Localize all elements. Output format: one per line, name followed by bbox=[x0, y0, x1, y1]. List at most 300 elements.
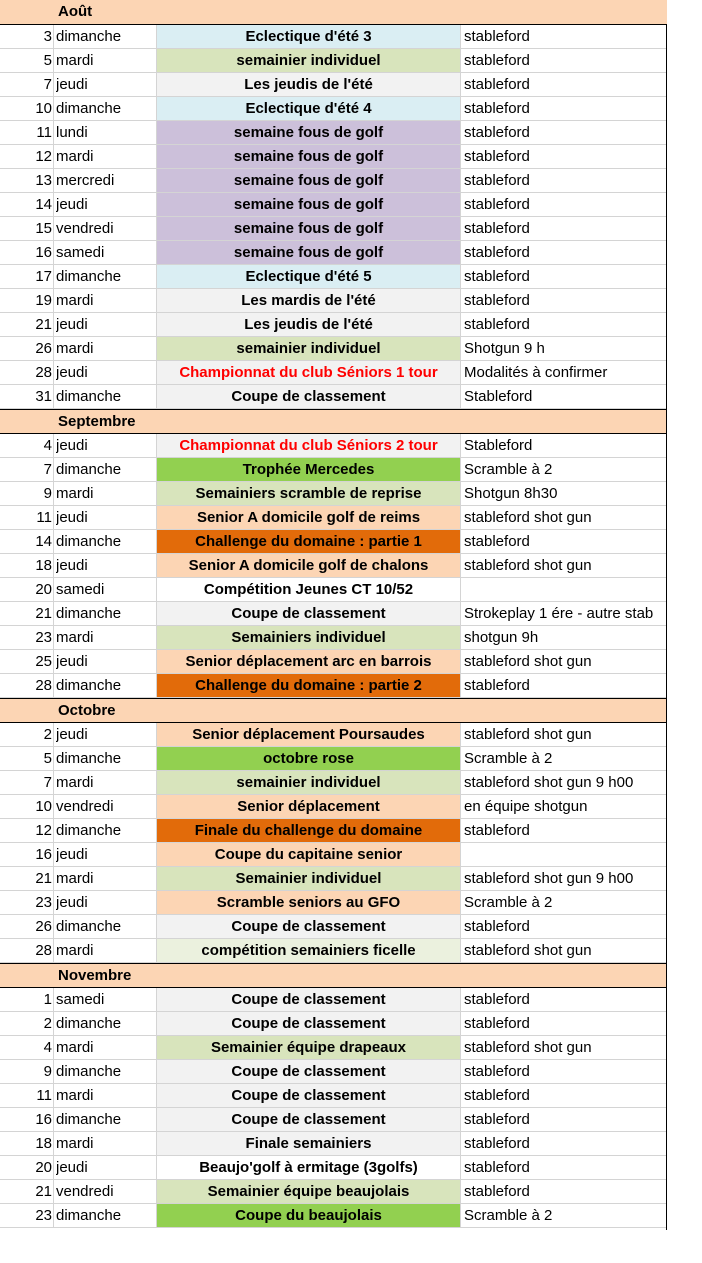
month-name: Septembre bbox=[58, 413, 136, 430]
event-row[interactable] bbox=[0, 1156, 667, 1180]
column-divider bbox=[460, 723, 461, 746]
weekday: jeudi bbox=[56, 437, 88, 454]
weekday: dimanche bbox=[56, 388, 122, 405]
event-mode: Stableford bbox=[464, 388, 533, 405]
event-mode: stableford bbox=[464, 52, 530, 69]
column-divider bbox=[53, 723, 54, 746]
event-name: Senior déplacement bbox=[157, 795, 460, 818]
event-row[interactable] bbox=[0, 795, 667, 819]
column-divider bbox=[53, 1204, 54, 1227]
weekday: jeudi bbox=[56, 1159, 88, 1176]
column-divider bbox=[156, 1108, 157, 1131]
weekday: vendredi bbox=[56, 1183, 114, 1200]
event-row[interactable] bbox=[0, 1036, 667, 1060]
event-mode: stableford bbox=[464, 1063, 530, 1080]
column-divider bbox=[460, 97, 461, 120]
weekday: mardi bbox=[56, 148, 94, 165]
column-divider bbox=[460, 1012, 461, 1035]
month-header bbox=[0, 409, 667, 434]
event-name: Semainier équipe drapeaux bbox=[157, 1036, 460, 1059]
event-row[interactable] bbox=[0, 313, 667, 337]
column-divider bbox=[53, 819, 54, 842]
event-row[interactable] bbox=[0, 867, 667, 891]
event-mode: stableford bbox=[464, 292, 530, 309]
column-divider bbox=[460, 819, 461, 842]
weekday: mardi bbox=[56, 942, 94, 959]
weekday: samedi bbox=[56, 991, 105, 1008]
column-divider bbox=[53, 939, 54, 962]
column-divider bbox=[460, 1060, 461, 1083]
day-number: 23 bbox=[35, 894, 52, 911]
event-row[interactable] bbox=[0, 217, 667, 241]
column-divider bbox=[156, 723, 157, 746]
weekday: mardi bbox=[56, 340, 94, 357]
event-name: Senior A domicile golf de reims bbox=[157, 506, 460, 529]
column-divider bbox=[156, 650, 157, 673]
weekday: jeudi bbox=[56, 196, 88, 213]
event-name: Scramble seniors au GFO bbox=[157, 891, 460, 914]
event-mode: shotgun 9h bbox=[464, 629, 539, 646]
event-row[interactable] bbox=[0, 49, 667, 73]
event-mode: stableford bbox=[464, 196, 530, 213]
column-divider bbox=[53, 1036, 54, 1059]
month-name: Octobre bbox=[58, 702, 116, 719]
day-number: 13 bbox=[35, 172, 52, 189]
column-divider bbox=[460, 771, 461, 794]
weekday: dimanche bbox=[56, 677, 122, 694]
column-divider bbox=[460, 458, 461, 481]
column-divider bbox=[156, 1156, 157, 1179]
event-mode: stableford shot gun bbox=[464, 726, 592, 743]
column-divider bbox=[460, 193, 461, 216]
column-divider bbox=[53, 241, 54, 264]
event-mode: stableford bbox=[464, 822, 530, 839]
event-name: Trophée Mercedes bbox=[157, 458, 460, 481]
weekday: mardi bbox=[56, 774, 94, 791]
column-divider bbox=[156, 25, 157, 48]
event-mode: Scramble à 2 bbox=[464, 750, 553, 767]
event-mode: stableford bbox=[464, 1135, 530, 1152]
event-name: semainier individuel bbox=[157, 337, 460, 360]
day-number: 20 bbox=[35, 1159, 52, 1176]
day-number: 26 bbox=[35, 340, 52, 357]
month-header bbox=[0, 0, 667, 25]
column-divider bbox=[156, 554, 157, 577]
day-number: 21 bbox=[35, 1183, 52, 1200]
day-number: 15 bbox=[35, 220, 52, 237]
column-divider bbox=[53, 506, 54, 529]
column-divider bbox=[460, 1204, 461, 1227]
day-number: 28 bbox=[35, 364, 52, 381]
day-number: 12 bbox=[35, 148, 52, 165]
column-divider bbox=[53, 650, 54, 673]
column-divider bbox=[460, 867, 461, 890]
day-number: 11 bbox=[36, 1087, 52, 1104]
event-row[interactable] bbox=[0, 939, 667, 963]
column-divider bbox=[53, 169, 54, 192]
day-number: 5 bbox=[43, 750, 52, 767]
column-divider bbox=[53, 482, 54, 505]
event-name: Compétition Jeunes CT 10/52 bbox=[157, 578, 460, 601]
day-number: 11 bbox=[36, 124, 52, 141]
column-divider bbox=[460, 265, 461, 288]
day-number: 12 bbox=[35, 822, 52, 839]
column-divider bbox=[53, 988, 54, 1011]
event-mode: stableford bbox=[464, 172, 530, 189]
column-divider bbox=[53, 530, 54, 553]
event-name: octobre rose bbox=[157, 747, 460, 770]
event-row[interactable] bbox=[0, 578, 667, 602]
day-number: 18 bbox=[35, 557, 52, 574]
weekday: mardi bbox=[56, 292, 94, 309]
event-row[interactable] bbox=[0, 482, 667, 506]
column-divider bbox=[156, 626, 157, 649]
column-divider bbox=[53, 121, 54, 144]
column-divider bbox=[156, 867, 157, 890]
column-divider bbox=[53, 289, 54, 312]
event-name: Coupe de classement bbox=[157, 1060, 460, 1083]
event-row[interactable] bbox=[0, 193, 667, 217]
day-number: 28 bbox=[35, 942, 52, 959]
day-number: 19 bbox=[35, 292, 52, 309]
month-name: Novembre bbox=[58, 967, 132, 984]
column-divider bbox=[460, 1084, 461, 1107]
column-divider bbox=[53, 771, 54, 794]
column-divider bbox=[460, 747, 461, 770]
event-mode: stableford bbox=[464, 316, 530, 333]
event-row[interactable] bbox=[0, 434, 667, 458]
day-number: 14 bbox=[35, 533, 52, 550]
column-divider bbox=[156, 241, 157, 264]
event-name: Eclectique d'été 5 bbox=[157, 265, 460, 288]
event-row[interactable] bbox=[0, 458, 667, 482]
column-divider bbox=[53, 891, 54, 914]
day-number: 9 bbox=[43, 485, 52, 502]
column-divider bbox=[156, 289, 157, 312]
event-name: Semainier équipe beaujolais bbox=[157, 1180, 460, 1203]
weekday: jeudi bbox=[56, 316, 88, 333]
column-divider bbox=[460, 915, 461, 938]
event-row[interactable] bbox=[0, 626, 667, 650]
event-name: Coupe du beaujolais bbox=[157, 1204, 460, 1227]
column-divider bbox=[460, 1108, 461, 1131]
column-divider bbox=[53, 1132, 54, 1155]
event-mode: stableford shot gun bbox=[464, 557, 592, 574]
weekday: dimanche bbox=[56, 822, 122, 839]
day-number: 20 bbox=[35, 581, 52, 598]
event-row[interactable] bbox=[0, 73, 667, 97]
event-mode: stableford bbox=[464, 1015, 530, 1032]
column-divider bbox=[53, 313, 54, 336]
weekday: vendredi bbox=[56, 798, 114, 815]
weekday: samedi bbox=[56, 581, 105, 598]
weekday: dimanche bbox=[56, 1111, 122, 1128]
event-row[interactable] bbox=[0, 747, 667, 771]
column-divider bbox=[53, 1060, 54, 1083]
column-divider bbox=[156, 482, 157, 505]
column-divider bbox=[460, 482, 461, 505]
event-name: Les jeudis de l'été bbox=[157, 313, 460, 336]
day-number: 21 bbox=[35, 870, 52, 887]
table-right-border bbox=[666, 24, 667, 1230]
event-name: semaine fous de golf bbox=[157, 193, 460, 216]
column-divider bbox=[53, 795, 54, 818]
column-divider bbox=[53, 49, 54, 72]
column-divider bbox=[53, 1156, 54, 1179]
column-divider bbox=[460, 289, 461, 312]
event-name: Finale semainiers bbox=[157, 1132, 460, 1155]
column-divider bbox=[156, 1012, 157, 1035]
column-divider bbox=[53, 674, 54, 697]
column-divider bbox=[156, 819, 157, 842]
event-mode bbox=[461, 843, 667, 866]
event-row[interactable] bbox=[0, 1132, 667, 1156]
day-number: 21 bbox=[35, 316, 52, 333]
day-number: 11 bbox=[36, 509, 52, 526]
event-name: Championnat du club Séniors 2 tour bbox=[157, 434, 460, 457]
event-row[interactable] bbox=[0, 361, 667, 385]
weekday: dimanche bbox=[56, 533, 122, 550]
day-number: 17 bbox=[35, 268, 52, 285]
event-name: Coupe de classement bbox=[157, 1084, 460, 1107]
event-name: Semainiers scramble de reprise bbox=[157, 482, 460, 505]
column-divider bbox=[156, 891, 157, 914]
column-divider bbox=[460, 939, 461, 962]
column-divider bbox=[460, 1156, 461, 1179]
event-mode: stableford shot gun 9 h00 bbox=[464, 870, 634, 887]
event-row[interactable] bbox=[0, 1012, 667, 1036]
column-divider bbox=[156, 747, 157, 770]
column-divider bbox=[460, 891, 461, 914]
event-name: Coupe du capitaine senior bbox=[157, 843, 460, 866]
weekday: jeudi bbox=[56, 846, 88, 863]
event-name: Senior A domicile golf de chalons bbox=[157, 554, 460, 577]
event-row[interactable] bbox=[0, 915, 667, 939]
event-name: Coupe de classement bbox=[157, 385, 460, 408]
day-number: 5 bbox=[43, 52, 52, 69]
event-name: Challenge du domaine : partie 1 bbox=[157, 530, 460, 553]
event-row[interactable] bbox=[0, 289, 667, 313]
event-row[interactable] bbox=[0, 843, 667, 867]
event-mode: stableford shot gun bbox=[464, 653, 592, 670]
column-divider bbox=[460, 602, 461, 625]
event-mode: stableford shot gun bbox=[464, 942, 592, 959]
weekday: dimanche bbox=[56, 605, 122, 622]
column-divider bbox=[156, 145, 157, 168]
event-mode: Scramble à 2 bbox=[464, 1207, 553, 1224]
event-row[interactable] bbox=[0, 891, 667, 915]
day-number: 23 bbox=[35, 629, 52, 646]
event-name: semaine fous de golf bbox=[157, 217, 460, 240]
column-divider bbox=[53, 602, 54, 625]
day-number: 9 bbox=[43, 1063, 52, 1080]
column-divider bbox=[156, 602, 157, 625]
event-mode: stableford bbox=[464, 124, 530, 141]
day-number: 16 bbox=[35, 244, 52, 261]
column-divider bbox=[53, 25, 54, 48]
event-name: semainier individuel bbox=[157, 49, 460, 72]
column-divider bbox=[156, 169, 157, 192]
event-mode: Strokeplay 1 ére - autre stab bbox=[464, 605, 654, 622]
event-row[interactable] bbox=[0, 241, 667, 265]
weekday: jeudi bbox=[56, 509, 88, 526]
event-mode: en équipe shotgun bbox=[464, 798, 588, 815]
column-divider bbox=[460, 843, 461, 866]
day-number: 2 bbox=[43, 1015, 52, 1032]
event-row[interactable] bbox=[0, 121, 667, 145]
day-number: 1 bbox=[43, 991, 52, 1008]
event-row[interactable] bbox=[0, 1204, 667, 1228]
event-mode: stableford bbox=[464, 100, 530, 117]
column-divider bbox=[156, 73, 157, 96]
event-row[interactable] bbox=[0, 530, 667, 554]
day-number: 25 bbox=[35, 653, 52, 670]
column-divider bbox=[460, 506, 461, 529]
event-name: Eclectique d'été 3 bbox=[157, 25, 460, 48]
day-number: 7 bbox=[43, 774, 52, 791]
column-divider bbox=[460, 626, 461, 649]
column-divider bbox=[53, 265, 54, 288]
day-number: 4 bbox=[43, 437, 52, 454]
event-row[interactable] bbox=[0, 554, 667, 578]
event-row[interactable] bbox=[0, 602, 667, 626]
event-mode: stableford bbox=[464, 76, 530, 93]
event-mode: stableford bbox=[464, 918, 530, 935]
column-divider bbox=[53, 1012, 54, 1035]
column-divider bbox=[460, 578, 461, 601]
event-mode: Modalités à confirmer bbox=[464, 364, 608, 381]
event-row[interactable] bbox=[0, 169, 667, 193]
column-divider bbox=[460, 73, 461, 96]
event-mode: stableford bbox=[464, 1159, 530, 1176]
column-divider bbox=[156, 361, 157, 384]
column-divider bbox=[156, 217, 157, 240]
column-divider bbox=[53, 361, 54, 384]
day-number: 10 bbox=[35, 798, 52, 815]
column-divider bbox=[53, 626, 54, 649]
event-name: Coupe de classement bbox=[157, 1012, 460, 1035]
column-divider bbox=[53, 385, 54, 408]
weekday: mercredi bbox=[56, 172, 115, 189]
event-name: Semainiers individuel bbox=[157, 626, 460, 649]
event-row[interactable] bbox=[0, 819, 667, 843]
day-number: 7 bbox=[43, 461, 52, 478]
column-divider bbox=[156, 988, 157, 1011]
event-row[interactable] bbox=[0, 145, 667, 169]
column-divider bbox=[53, 747, 54, 770]
event-row[interactable] bbox=[0, 723, 667, 747]
column-divider bbox=[156, 843, 157, 866]
month-header bbox=[0, 963, 667, 988]
event-mode: stableford shot gun bbox=[464, 1039, 592, 1056]
event-row[interactable] bbox=[0, 1084, 667, 1108]
event-name: semaine fous de golf bbox=[157, 145, 460, 168]
event-name: Coupe de classement bbox=[157, 602, 460, 625]
column-divider bbox=[156, 265, 157, 288]
event-row[interactable] bbox=[0, 506, 667, 530]
column-divider bbox=[156, 97, 157, 120]
event-mode: stableford bbox=[464, 148, 530, 165]
weekday: dimanche bbox=[56, 918, 122, 935]
event-mode: Shotgun 8h30 bbox=[464, 485, 558, 502]
day-number: 14 bbox=[35, 196, 52, 213]
column-divider bbox=[156, 1036, 157, 1059]
event-row[interactable] bbox=[0, 650, 667, 674]
event-row[interactable] bbox=[0, 97, 667, 121]
weekday: jeudi bbox=[56, 653, 88, 670]
weekday: samedi bbox=[56, 244, 105, 261]
event-name: Challenge du domaine : partie 2 bbox=[157, 674, 460, 697]
event-row[interactable] bbox=[0, 337, 667, 361]
day-number: 16 bbox=[35, 1111, 52, 1128]
event-row[interactable] bbox=[0, 1060, 667, 1084]
event-mode: stableford shot gun bbox=[464, 509, 592, 526]
weekday: vendredi bbox=[56, 220, 114, 237]
day-number: 16 bbox=[35, 846, 52, 863]
event-row[interactable] bbox=[0, 1108, 667, 1132]
column-divider bbox=[156, 1204, 157, 1227]
weekday: jeudi bbox=[56, 364, 88, 381]
event-row[interactable] bbox=[0, 1180, 667, 1204]
weekday: dimanche bbox=[56, 461, 122, 478]
column-divider bbox=[156, 771, 157, 794]
day-number: 26 bbox=[35, 918, 52, 935]
weekday: dimanche bbox=[56, 750, 122, 767]
column-divider bbox=[460, 650, 461, 673]
weekday: dimanche bbox=[56, 1207, 122, 1224]
event-mode: stableford bbox=[464, 991, 530, 1008]
column-divider bbox=[53, 1108, 54, 1131]
column-divider bbox=[156, 1060, 157, 1083]
event-row[interactable] bbox=[0, 771, 667, 795]
event-mode: stableford bbox=[464, 1087, 530, 1104]
event-name: Beaujo'golf à ermitage (3golfs) bbox=[157, 1156, 460, 1179]
day-number: 3 bbox=[43, 28, 52, 45]
column-divider bbox=[460, 434, 461, 457]
weekday: mardi bbox=[56, 1087, 94, 1104]
day-number: 28 bbox=[35, 677, 52, 694]
event-row[interactable] bbox=[0, 265, 667, 289]
event-row[interactable] bbox=[0, 988, 667, 1012]
column-divider bbox=[156, 49, 157, 72]
event-mode: stableford bbox=[464, 244, 530, 261]
column-divider bbox=[156, 121, 157, 144]
column-divider bbox=[53, 73, 54, 96]
column-divider bbox=[53, 217, 54, 240]
weekday: lundi bbox=[56, 124, 88, 141]
event-mode: stableford shot gun 9 h00 bbox=[464, 774, 634, 791]
event-name: Les mardis de l'été bbox=[157, 289, 460, 312]
event-row[interactable] bbox=[0, 385, 667, 409]
event-row[interactable] bbox=[0, 25, 667, 49]
column-divider bbox=[156, 434, 157, 457]
weekday: jeudi bbox=[56, 76, 88, 93]
event-mode: stableford bbox=[464, 1183, 530, 1200]
event-mode: Stableford bbox=[464, 437, 533, 454]
event-mode: stableford bbox=[464, 1111, 530, 1128]
column-divider bbox=[156, 1132, 157, 1155]
event-name: Senior déplacement Poursaudes bbox=[157, 723, 460, 746]
day-number: 23 bbox=[35, 1207, 52, 1224]
weekday: jeudi bbox=[56, 557, 88, 574]
weekday: mardi bbox=[56, 870, 94, 887]
column-divider bbox=[53, 867, 54, 890]
event-name: semaine fous de golf bbox=[157, 169, 460, 192]
event-row[interactable] bbox=[0, 674, 667, 698]
event-name: Senior déplacement arc en barrois bbox=[157, 650, 460, 673]
event-name: Coupe de classement bbox=[157, 988, 460, 1011]
column-divider bbox=[53, 145, 54, 168]
